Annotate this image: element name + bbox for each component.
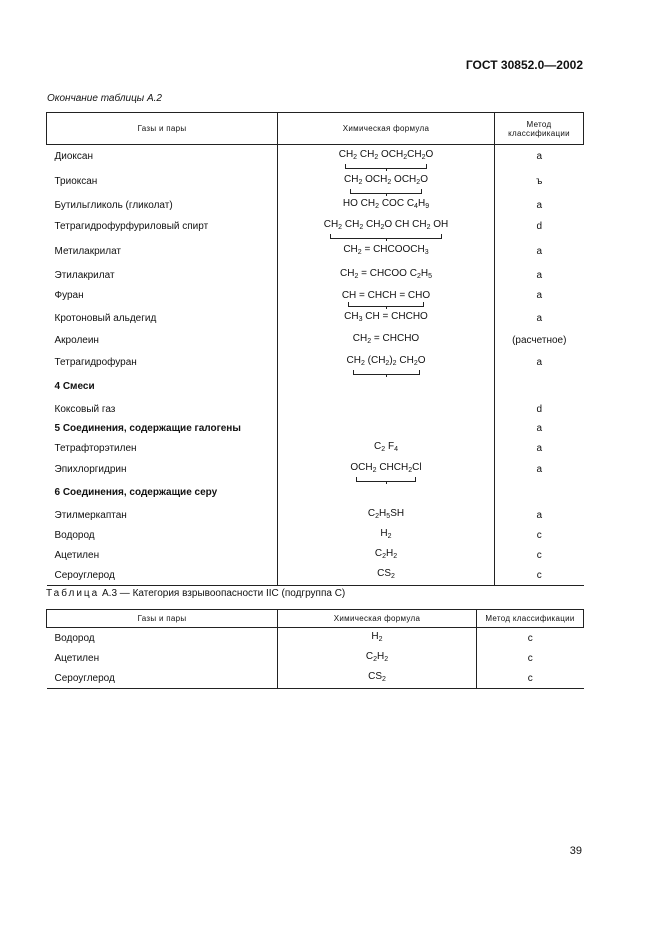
classification-method: c: [477, 649, 584, 669]
classification-method: a: [495, 505, 584, 526]
gas-name: Ацетилен: [54, 653, 100, 664]
chemical-formula: [278, 566, 495, 586]
chemical-formula: [278, 351, 495, 374]
gas-name: Тетрагидрофуран: [54, 356, 137, 368]
chemical-formula: [278, 669, 477, 689]
table-row: [47, 331, 584, 351]
table-2-caption: Окончание таблицы А.2: [47, 93, 162, 104]
table-row: [47, 169, 584, 195]
classification-method: a: [495, 286, 584, 306]
table-row: [47, 351, 584, 374]
table-row: [47, 216, 584, 238]
gas-name: Этилмеркаптан: [54, 509, 127, 521]
col-header-method: Метод классификации: [495, 113, 584, 145]
gas-name: Коксовый газ: [54, 403, 116, 415]
table-row: [47, 195, 584, 216]
classification-method: [495, 374, 584, 399]
gas-name: Эпихлоргидрин: [54, 464, 127, 475]
col-header-formula: Химическая формула: [278, 610, 477, 628]
formula-text: $H_2$: [371, 630, 383, 643]
chemical-formula: [278, 266, 495, 286]
gas-name: Сероуглерод: [47, 669, 278, 689]
classification-method: c: [477, 669, 584, 689]
formula-text: HO $CH_2$ COC $C_4H_9$: [342, 197, 430, 210]
gas-name: 4 Смеси: [54, 380, 95, 392]
chemical-formula: [278, 438, 495, 460]
table-row: [47, 669, 584, 689]
chemical-formula: [278, 460, 495, 480]
classification-method: (расчетное): [495, 331, 584, 351]
classification-method: a: [495, 266, 584, 286]
formula-text: $CH_2$ $CH_2$ $CH_2O$ CH $CH_2$ OH: [324, 219, 449, 234]
formula-text: $H_2$: [380, 528, 392, 540]
classification-method: c: [495, 546, 584, 566]
gas-name: Этилакрилат: [54, 270, 115, 281]
classification-method: [495, 480, 584, 505]
col-header-gases: Газы и пары: [47, 113, 278, 145]
gas-name: Бутильгликоль (гликолат): [54, 199, 173, 211]
chemical-formula: [278, 216, 495, 238]
gas-name: Кротоновый альдегид: [54, 312, 157, 324]
classification-method: a: [495, 420, 584, 438]
table-row: [47, 480, 584, 505]
formula-text: $OCH_2$ $CHCH_2Cl$: [350, 462, 421, 477]
classification-method: c: [477, 628, 584, 649]
table-row: [47, 526, 584, 546]
formula-text: $CS_2$: [368, 670, 386, 683]
classification-method: c: [495, 526, 584, 546]
chemical-formula: [278, 286, 495, 306]
gas-name: Водород: [54, 530, 95, 541]
formula-text: $C_2H_2$: [365, 651, 389, 663]
chemical-formula: [278, 399, 495, 420]
ring-bracket: [345, 164, 428, 169]
gas-name: Фуран: [54, 290, 84, 301]
chemical-formula: [278, 628, 477, 649]
table-row: [47, 238, 584, 266]
col-header-formula: Химическая формула: [278, 113, 495, 145]
ring-bracket: [356, 477, 415, 482]
table-row: [47, 628, 584, 649]
classification-method: ъ: [495, 169, 584, 195]
col-header-gases: Газы и пары: [47, 610, 278, 628]
gas-name: Диоксан: [54, 151, 93, 163]
ring-bracket: [353, 370, 420, 375]
table-3-caption-prefix: Таблица: [46, 588, 100, 599]
classification-method: a: [495, 306, 584, 331]
gas-name: Метилакрилат: [54, 246, 122, 257]
table-row: [47, 286, 584, 306]
formula-text: $C_2H_5SH$: [367, 507, 405, 520]
table-3-caption-rest: А.3 — Категория взрывоопасности IIC (подгруппа С): [102, 588, 346, 599]
gas-name: 6 Соединения, содержащие серу: [54, 486, 218, 498]
gas-name: Триоксан: [54, 176, 98, 187]
chemical-formula: [278, 306, 495, 331]
formula-text: $CS_2$: [377, 567, 395, 580]
formula-text: $CH_2$ $OCH_2$ $OCH_2O$: [344, 174, 428, 189]
classification-method: d: [495, 399, 584, 420]
classification-method: a: [495, 238, 584, 266]
chemical-formula: [278, 546, 495, 566]
standard-header: ГОСТ 30852.0—2002: [465, 58, 583, 72]
gas-name: Акролеин: [54, 335, 99, 346]
chemical-formula: [278, 331, 495, 351]
col-header-method: Метод классификации: [477, 610, 584, 628]
table-row: [47, 420, 584, 438]
chemical-formula: [278, 145, 495, 169]
formula-text: $CH_2$ $CH_2$ $OCH_2CH_2O$: [339, 149, 434, 164]
table-row: [47, 374, 584, 399]
classification-method: a: [495, 351, 584, 374]
chemical-formula: [278, 169, 495, 195]
gas-name: 5 Соединения, содержащие галогены: [54, 423, 241, 434]
chemical-formula: [278, 526, 495, 546]
classification-method: a: [495, 438, 584, 460]
gas-name: Тетрафторэтилен: [54, 443, 137, 454]
gas-name: Тетрагидрофурфуриловый спирт: [54, 221, 209, 232]
table-a3: [46, 609, 584, 689]
gas-name: Водород: [54, 632, 95, 644]
formula-text: $CH_3$ CH = CHCHO: [344, 310, 428, 323]
gas-name: Ацетилен: [54, 550, 100, 561]
table-a2: [46, 112, 584, 586]
formula-text: $CH_2$ = $CHCOOCH_3$: [343, 244, 429, 256]
table-row: [47, 266, 584, 286]
chemical-formula: [278, 238, 495, 266]
formula-text: $CH_2$ $(CH_2)_2$ $CH_2O$: [347, 355, 426, 370]
formula-text: $CH_2$ = CHCHO: [352, 333, 420, 345]
formula-text: $CH_2$ = CHCOO $C_2H_5$: [339, 268, 433, 280]
classification-method: c: [495, 566, 584, 586]
chemical-formula: [278, 195, 495, 216]
table-row: [47, 306, 584, 331]
ring-bracket: [330, 234, 443, 239]
table-row: [47, 399, 584, 420]
table-row: [47, 438, 584, 460]
table-row: [47, 460, 584, 480]
gas-name: Сероуглерод: [47, 566, 278, 586]
chemical-formula: [278, 374, 495, 399]
table-row: [47, 649, 584, 669]
page-number: 39: [569, 845, 582, 857]
classification-method: d: [495, 216, 584, 238]
table-row: [47, 505, 584, 526]
formula-text: $C_2H_2$: [374, 548, 398, 560]
table-3-caption: [46, 588, 345, 599]
chemical-formula: [278, 505, 495, 526]
formula-text: CH = CHCH = CHO: [342, 290, 430, 302]
classification-method: a: [495, 145, 584, 169]
classification-method: a: [495, 460, 584, 480]
ring-bracket: [348, 302, 424, 307]
formula-text: $C_2$ $F_4$: [374, 441, 398, 453]
ring-bracket: [350, 189, 422, 194]
chemical-formula: [278, 649, 477, 669]
classification-method: a: [495, 195, 584, 216]
table-row: [47, 566, 584, 586]
chemical-formula: [278, 420, 495, 438]
table-row: [47, 145, 584, 169]
table-row: [47, 546, 584, 566]
